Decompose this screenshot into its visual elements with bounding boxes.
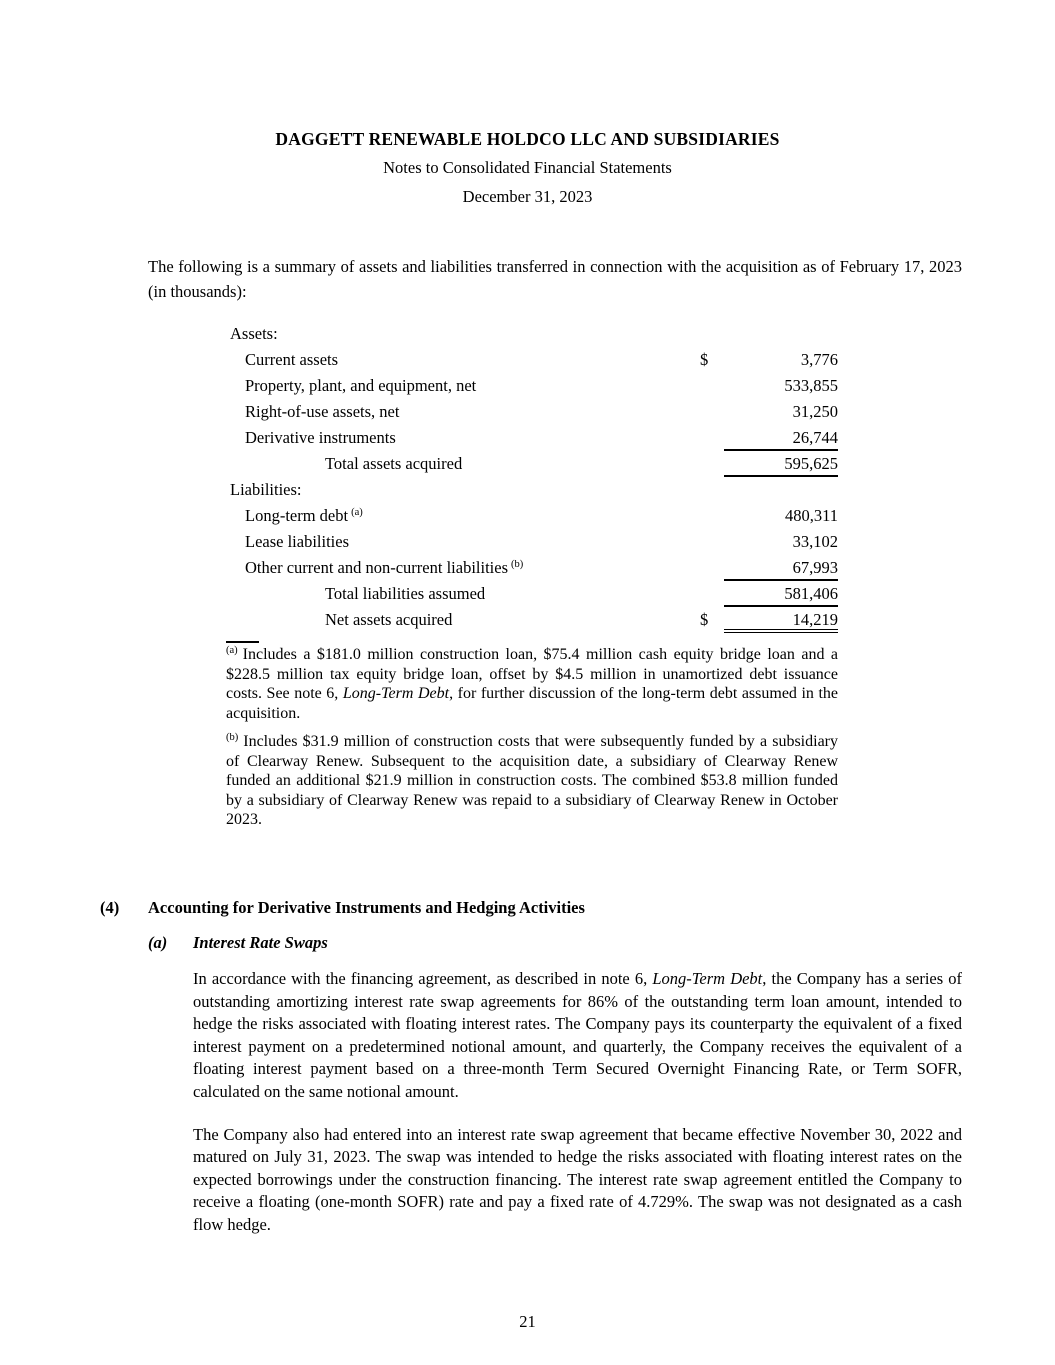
table-row-rou-assets (148, 399, 962, 425)
footnotes-block (226, 641, 838, 830)
row-label: Total liabilities assumed (325, 584, 486, 603)
footnote-b: $^{(b)}$ Includes $31.9 million of construction costs that were subsequently funded by a subsidiary of Clearway Renew. Subsequent to the acquisition date, a subsidiary of Clearway Renew funded an additional $21.9 million in construction costs. The combined $53.8 million funded by a subsidiary of Clearway Renew was repaid to a subsidiary of Clearway Renew in October 2023. (226, 731, 838, 828)
intro-paragraph: The following is a summary of assets and liabilities transferred in connection with the acquisition as of February 17, 2023 (in thousands): (148, 257, 962, 301)
row-label: Liabilities: (230, 480, 302, 499)
row-label: Net assets acquired (325, 610, 453, 629)
row-label: Derivative instruments (245, 428, 396, 447)
footnote-b-marker: (b) (226, 731, 239, 743)
footnote-ref-a: (a) (351, 506, 363, 518)
section-title: Accounting for Derivative Instruments and Hedging Activities (148, 898, 585, 917)
page-number: 21 (519, 1312, 536, 1331)
row-value: 26,744 (724, 425, 838, 451)
table-row-ppe (148, 373, 962, 399)
footnote-a-marker: (a) (226, 644, 238, 656)
row-value: 33,102 (792, 532, 838, 551)
table-row-total-assets (148, 451, 962, 477)
subsection-title: Interest Rate Swaps (193, 933, 328, 952)
table-row-long-term-debt (148, 503, 962, 529)
currency-symbol: $ (700, 350, 709, 369)
row-label: Assets: (230, 324, 278, 343)
row-value: 480,311 (784, 506, 838, 525)
subsection-number: (a) (148, 933, 168, 952)
company-title: DAGGETT RENEWABLE HOLDCO LLC AND SUBSIDIARIES (275, 129, 780, 149)
row-label: Property, plant, and equipment, net (245, 376, 477, 395)
acquisition-summary-table (148, 321, 962, 633)
notes-subtitle: Notes to Consolidated Financial Statements (383, 158, 672, 177)
row-value: 14,219 (724, 607, 838, 633)
table-row-derivative-instruments (148, 425, 962, 451)
footnote-ref-b: (b) (511, 558, 524, 570)
subsection-a-heading (100, 932, 962, 954)
footnote-separator-rule (226, 641, 259, 643)
footnote-a: $^{(a)}$ Includes a $181.0 million construction loan, $75.4 million cash equity bridge loan and a $228.5 million tax equity bridge loan, offset by $4.5 million in unamortized debt issuance costs. See note 6, Long-Term Debt, for further discussion of the long-term debt assumed in the acquisition. (226, 644, 839, 722)
statement-date: December 31, 2023 (462, 187, 593, 206)
table-row-net-assets (148, 607, 962, 633)
row-label: Other current and non-current liabilities $^{(b)}$ (245, 558, 524, 577)
table-row-lease-liabilities (148, 529, 962, 555)
row-label: Lease liabilities (245, 532, 350, 551)
row-value: 3,776 (800, 350, 838, 369)
italic-citation: Long-Term Debt (342, 685, 450, 702)
table-row-current-assets (148, 347, 962, 373)
section-number: (4) (100, 898, 120, 917)
row-label: Current assets (245, 350, 339, 369)
row-value: 31,250 (792, 402, 838, 421)
row-value: 533,855 (784, 376, 838, 395)
row-label: Long-term debt $^{(a)}$ (245, 506, 363, 525)
interest-rate-swaps-paragraph-2: The Company also had entered into an interest rate swap agreement that became effective November 30, 2022 and matured on July 31, 2023. The swap was intended to hedge the risks associated with floating interest rates on the expected borrowings under the construction financing. The interest rate swap agreement entitled the Company to receive a floating (one-month SOFR) rate and pay a fixed rate of 4.729%. The swap was not designated as a cash flow hedge. (193, 1124, 962, 1234)
currency-symbol: $ (700, 610, 709, 629)
section-4-heading (100, 897, 962, 919)
row-value: 595,625 (724, 451, 838, 477)
table-row-assets-header (148, 321, 962, 347)
interest-rate-swaps-paragraph-1: In accordance with the financing agreement, as described in note 6, Long-Term Debt, the Company has a series of outstanding amortizing interest rate swap agreements for 86% of the outstanding term loan amount, intended to hedge the risks associated with floating interest rates. The Company pays its counterparty the equivalent of a fixed interest payment on a predetermined notional amount, and quarterly, the Company receives the equivalent of a floating interest payment based on a three-month Term Secured Overnight Financing Rate, or Term SOFR, calculated on the same notional amount. (193, 969, 963, 1101)
section-4 (100, 897, 962, 1237)
row-label: Total assets acquired (325, 454, 463, 473)
document-header (0, 128, 1055, 208)
table-row-total-liabilities (148, 581, 962, 607)
row-value: 581,406 (724, 581, 838, 607)
row-label: Right-of-use assets, net (245, 402, 400, 421)
row-value: 67,993 (724, 555, 838, 581)
table-row-liabilities-header (148, 477, 962, 503)
table-row-other-liabilities (148, 555, 962, 581)
italic-citation: Long-Term Debt (652, 969, 763, 988)
